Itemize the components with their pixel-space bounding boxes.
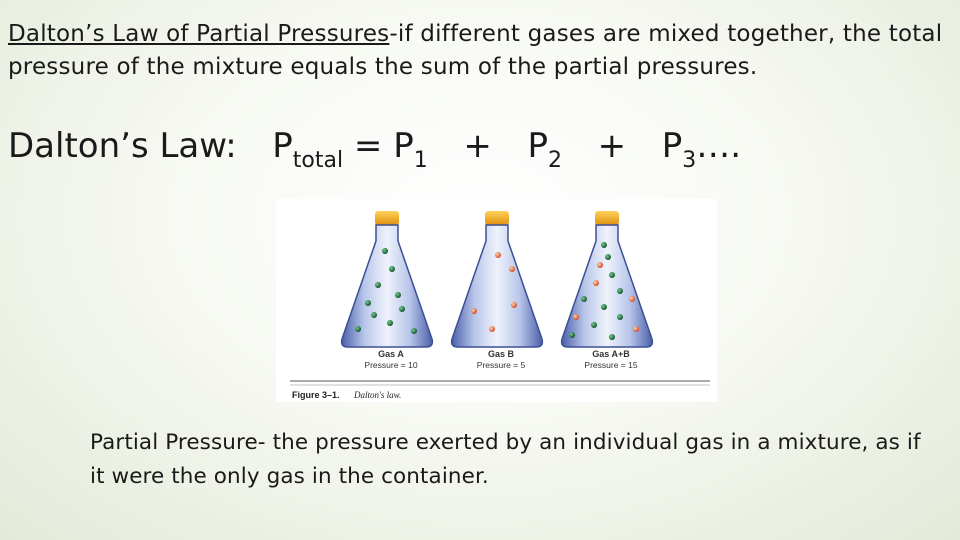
gas-a-particle xyxy=(581,296,587,302)
p2: $P_2$ xyxy=(527,126,563,173)
gas-a-particle xyxy=(601,242,607,248)
gas-a-particle xyxy=(609,272,615,278)
gas-a-particle xyxy=(399,306,405,312)
ellipsis: …. xyxy=(696,126,742,166)
gas-a-particle xyxy=(365,300,371,306)
gas-a-particle xyxy=(609,334,615,340)
gas-b-particle xyxy=(573,314,579,320)
gas-a-particle xyxy=(382,248,388,254)
flask-gas-b xyxy=(452,211,543,370)
total-subscript: total xyxy=(292,148,344,173)
gas-b-particle xyxy=(471,308,477,314)
gas-a-particle xyxy=(605,254,611,260)
subscript-3: 3 xyxy=(682,148,697,173)
gas-a-particle xyxy=(387,320,393,326)
gas-a-particle xyxy=(371,312,377,318)
equation-label: Dalton’s Law: xyxy=(8,126,237,166)
gas-a-particle xyxy=(617,288,623,294)
gas-b-particle xyxy=(633,326,639,332)
figure-caption-text: Dalton's law. xyxy=(354,390,402,400)
plus-sign-1: + xyxy=(463,126,492,166)
flask-a-name: Gas A xyxy=(378,349,404,359)
dalton-law-equation xyxy=(8,124,741,173)
gas-b-particle xyxy=(489,326,495,332)
flask-ab-pressure: Pressure = 15 xyxy=(584,360,638,370)
gas-b-particle xyxy=(629,296,635,302)
gas-a-particle xyxy=(617,314,623,320)
gas-a-particle xyxy=(389,266,395,272)
flask-gas-a-b xyxy=(562,211,653,370)
gas-a-particle xyxy=(395,292,401,298)
gas-b-particle xyxy=(511,302,517,308)
flask-b-name: Gas B xyxy=(487,349,515,359)
stopper-icon xyxy=(485,211,509,225)
flask-illustration xyxy=(276,199,717,402)
law-term: Dalton’s Law of Partial Pressures xyxy=(8,21,390,47)
flask-a-pressure: Pressure = 10 xyxy=(364,360,418,370)
equals-sign: = xyxy=(353,126,383,166)
gas-a-particle xyxy=(355,326,361,332)
gas-a-particle xyxy=(411,328,417,334)
plus-sign-2: + xyxy=(597,126,627,166)
partial-pressure-definition: Partial Pressure- the pressure exerted by an individual gas in a mixture, as if it were the only gas in the container. xyxy=(90,430,921,489)
gas-a-particle xyxy=(591,322,597,328)
p-total: $P_{total}$ xyxy=(272,126,344,173)
flask-b-pressure: Pressure = 5 xyxy=(476,360,526,370)
gas-b-particle xyxy=(593,280,599,286)
law-definition: -if different gases are mixed together, the total pressure of the mixture equals the sum of the partial pressures. xyxy=(8,21,943,80)
flask-ab-name: Gas A+B xyxy=(592,349,630,359)
flask-gas-a xyxy=(342,211,433,370)
gas-a-particle xyxy=(569,332,575,338)
stopper-icon xyxy=(595,211,619,225)
gas-b-particle xyxy=(597,262,603,268)
dalton-law-figure xyxy=(276,199,717,402)
p1: $P_1$ xyxy=(393,126,428,173)
intro-paragraph xyxy=(8,18,953,84)
p3: $P_3$ xyxy=(661,126,697,173)
subscript-2: 2 xyxy=(548,148,563,173)
gas-a-particle xyxy=(375,282,381,288)
figure-caption-label: Figure 3–1. xyxy=(292,390,340,400)
gas-b-particle xyxy=(495,252,501,258)
gas-b-particle xyxy=(509,266,515,272)
stopper-icon xyxy=(375,211,399,225)
gas-a-particle xyxy=(601,304,607,310)
subscript-1: 1 xyxy=(413,148,428,173)
